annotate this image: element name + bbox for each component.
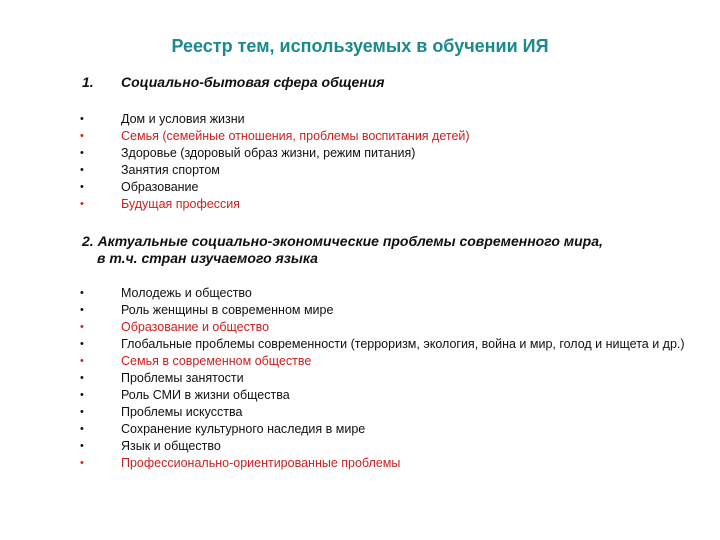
list-item: [0, 370, 701, 387]
list-item-text: Дом и условия жизни: [121, 112, 245, 126]
bullet-icon: •: [80, 321, 84, 333]
section-1-heading: Социально-бытовая сфера общения: [121, 74, 385, 90]
bullet-icon: •: [80, 304, 84, 316]
list-item: [0, 455, 701, 472]
list-item-text: Семья в современном обществе: [121, 354, 312, 368]
bullet-icon: •: [80, 423, 84, 435]
list-item-text: Проблемы занятости: [121, 371, 244, 385]
bullet-icon: •: [80, 372, 84, 384]
list-item-text: Проблемы искусства: [121, 405, 243, 419]
bullet-icon: •: [80, 164, 84, 176]
list-item-text: Роль женщины в современном мире: [121, 303, 334, 317]
section-2-heading: [82, 233, 692, 267]
list-item: [0, 319, 701, 336]
list-item-text: Будущая профессия: [121, 197, 240, 211]
section-2-list: [0, 285, 720, 472]
list-item-text: Профессионально-ориентированные проблемы: [121, 456, 401, 470]
list-item: [0, 438, 701, 455]
section-1-number: 1.: [82, 74, 94, 90]
list-item-text: Язык и общество: [121, 439, 221, 453]
list-item-text: Глобальные проблемы современности (терроризм, экология, война и мир, голод и нищета и др.): [121, 337, 685, 351]
list-item-text: Семья (семейные отношения, проблемы воспитания детей): [121, 129, 470, 143]
page-title: Реестр тем, используемых в обучении ИЯ: [171, 36, 549, 56]
list-item: [0, 404, 701, 421]
list-item-text: Молодежь и общество: [121, 286, 252, 300]
list-item: [0, 336, 701, 353]
bullet-icon: •: [80, 457, 84, 469]
list-item: [0, 145, 701, 162]
list-item: [0, 285, 701, 302]
list-item: [0, 111, 701, 128]
list-item: [0, 302, 701, 319]
section-1-list: [0, 111, 720, 213]
bullet-icon: •: [80, 338, 84, 350]
bullet-icon: •: [80, 181, 84, 193]
bullet-icon: •: [80, 147, 84, 159]
list-item-text: Сохранение культурного наследия в мире: [121, 422, 366, 436]
list-item-text: Занятия спортом: [121, 163, 220, 177]
section-2-heading-line-2: в т.ч. стран изучаемого языка: [97, 250, 318, 266]
bullet-icon: •: [80, 130, 84, 142]
list-item-text: Здоровье (здоровый образ жизни, режим питания): [121, 146, 416, 160]
list-item: [0, 196, 701, 213]
bullet-icon: •: [80, 198, 84, 210]
bullet-icon: •: [80, 287, 84, 299]
list-item: [0, 387, 701, 404]
list-item-text: Роль СМИ в жизни общества: [121, 388, 290, 402]
list-item: [0, 353, 701, 370]
list-item-text: Образование: [121, 180, 199, 194]
list-item: [0, 179, 701, 196]
list-item: [0, 162, 701, 179]
bullet-icon: •: [80, 440, 84, 452]
list-item-text: Образование и общество: [121, 320, 270, 334]
list-item: [0, 421, 701, 438]
bullet-icon: •: [80, 389, 84, 401]
section-2-heading-line-1: 2. Актуальные социально-экономические проблемы современного мира,: [82, 233, 603, 249]
bullet-icon: •: [80, 406, 84, 418]
list-item: [0, 128, 701, 145]
bullet-icon: •: [80, 113, 84, 125]
bullet-icon: •: [80, 355, 84, 367]
